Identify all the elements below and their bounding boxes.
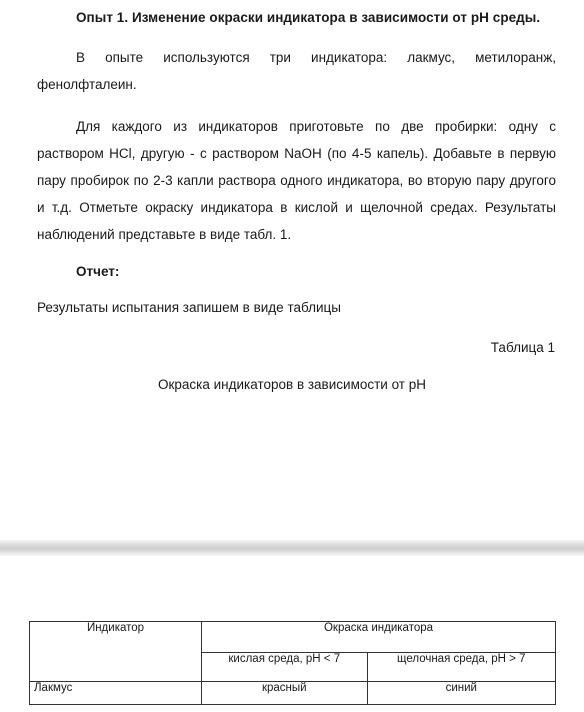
table-caption: Окраска индикаторов в зависимости от рН <box>158 377 426 392</box>
page-separator <box>0 540 584 556</box>
paragraph-indicators <box>37 44 556 98</box>
header-indicator: Индикатор <box>30 622 202 682</box>
header-indicator-color: Окраска индикатора <box>202 622 556 653</box>
table-number: Таблица 1 <box>490 340 555 355</box>
subheader-acid: кислая среда, pH < 7 <box>202 653 368 682</box>
subheader-alkaline: щелочная среда, pH > 7 <box>367 653 555 682</box>
report-label: Отчет: <box>76 264 120 279</box>
cell-acid: красный <box>202 682 368 705</box>
paragraph-indicators-text: В опыте используются три индикатора: лакмус, метилоранж, фенолфталеин. <box>37 50 556 92</box>
table-row <box>30 682 556 705</box>
indicator-color-table <box>29 621 556 705</box>
cell-alkaline: синий <box>367 682 555 705</box>
cell-indicator: Лакмус <box>30 682 202 705</box>
paragraph-instructions-text: Для каждого из индикаторов приготовьте по две пробирки: одну с раствором HCl, другую - с раствором NaOH (по 4-5 капель). Добавьте в первую пару пробирок по 2-3 капли раствора одного индикатора, во вторую пару другого и т.д. Отметьте окраску индикатора в кислой и щелочной средах. Результаты наблюдений представьте в виде табл. 1. <box>37 119 556 242</box>
paragraph-instructions <box>37 113 556 248</box>
results-line: Результаты испытания запишем в виде таблицы <box>37 300 341 315</box>
experiment-heading: Опыт 1. Изменение окраски индикатора в зависимости от рН среды. <box>76 10 541 25</box>
table-header-row <box>30 622 556 653</box>
